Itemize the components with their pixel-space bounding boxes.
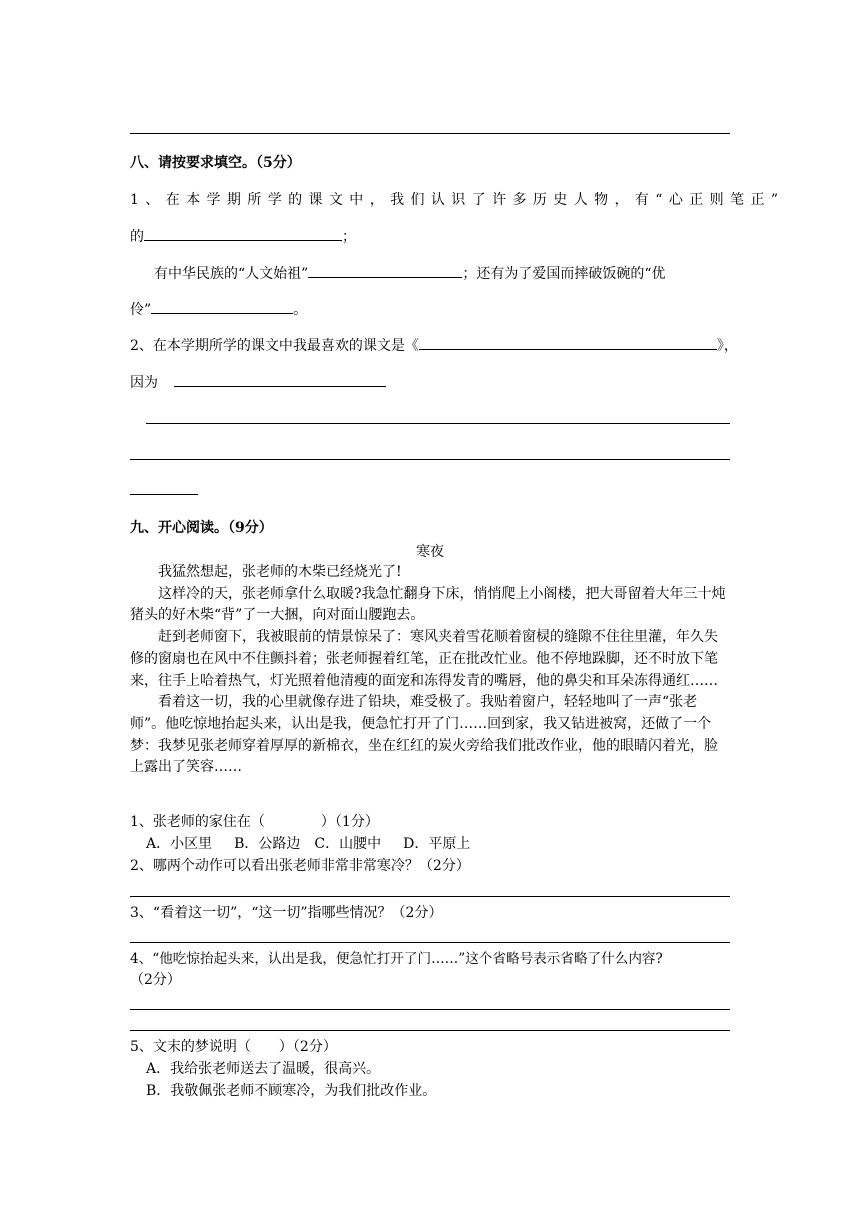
section8-q1-line3 [154, 263, 666, 284]
q2-suffix: 》， [716, 338, 738, 354]
q1-line4-suffix: 。 [293, 302, 308, 318]
section9-q4-line1: 4、“他吃惊抬起头来，认出是我，便急忙打开了门……”这个省略号表示省略了什么内容? [130, 951, 663, 967]
top-divider [130, 133, 730, 134]
section8-q1-line1: 1、在本学期所学的课文中，我们认识了许多历史人物，有“心正则笔正” [130, 192, 785, 208]
answer-blank[interactable] [174, 372, 386, 387]
section8-q2-line [130, 335, 738, 356]
passage-paragraph: 看着这一切，我的心里就像存进了铅块，难受极了。我贴着窗户，轻轻地叫了一声“张老师”。他吃惊地抬起头来，认出是我，便急忙打开了门……回到家，我又钻进被窝，还做了一个梦：我梦见张老师穿着厚厚的新棉衣，坐在红红的炭火旁给我们批改作业，他的眼睛闪着光，脸上露出了笑容…… [130, 694, 718, 776]
answer-blank[interactable] [144, 226, 342, 241]
option-b[interactable]: B．公路边 [234, 836, 301, 852]
section9-q2: 2、哪两个动作可以看出张老师非常非常寒冷？（2分） [130, 858, 470, 874]
section8-q1-line2 [130, 226, 356, 247]
answer-line[interactable] [130, 494, 198, 495]
section9-q4-line2: （2分） [130, 972, 181, 988]
because-label: 因为 [130, 375, 158, 391]
passage-body [130, 562, 730, 779]
section9-q1: 1、张老师的家住在（ ）（1分） [130, 814, 379, 830]
option-c[interactable]: C．山腰中 [314, 836, 382, 852]
option-d[interactable]: D．平原上 [403, 836, 471, 852]
section8-because-line [130, 372, 386, 393]
q1-line4-prefix: 伶” [130, 302, 152, 318]
passage-paragraph: 我猛然想起，张老师的木柴已经烧光了! [158, 564, 402, 580]
answer-line[interactable] [146, 423, 730, 424]
q1-line2-prefix: 的 [130, 229, 144, 245]
section9-q5: 5、文末的梦说明（ ）（2分） [130, 1039, 337, 1055]
q1-line3-prefix: 有中华民族的“人文始祖” [154, 266, 309, 282]
passage-paragraph: 这样冷的天，张老师拿什么取暖?我急忙翻身下床，悄悄爬上小阁楼，把大哥留着大年三十炖猪头的好木柴“背”了一大捆，向对面山腰跑去。 [130, 585, 726, 624]
section9-heading: 九、开心阅读。（9分） [130, 520, 273, 536]
section8-heading: 八、请按要求填空。（5分） [130, 155, 301, 171]
section8-q1-line4 [130, 299, 307, 320]
q2-prefix: 2、在本学期所学的课文中我最喜欢的课文是《 [130, 338, 419, 354]
option-a[interactable]: A．小区里 [146, 836, 213, 852]
section9-q5-option-a[interactable]: A．我给张老师送去了温暖，很高兴。 [146, 1061, 381, 1077]
answer-blank[interactable] [419, 335, 717, 350]
answer-line[interactable] [130, 896, 730, 897]
answer-line[interactable] [130, 1030, 730, 1031]
section9-q1-options [146, 834, 470, 854]
section9-q3: 3、“看着这一切”，“这一切”指哪些情况？（2分） [130, 905, 443, 921]
passage-paragraph: 赶到老师窗下，我被眼前的情景惊呆了：寒风夹着雪花顺着窗棂的缝隙不住往里灌，年久失修的窗扇也在风中不住颤抖着；张老师握着红笔，正在批改忙业。他不停地跺脚，还不时放下笔来，往手上哈着热气，灯光照着他清瘦的面宠和冻得发青的嘴唇，他的鼻尖和耳朵冻得通红…… [130, 629, 718, 689]
q1-line3-suffix: ；还有为了爱国而摔破饭碗的“优 [462, 266, 666, 282]
q1-line2-suffix: ； [342, 229, 356, 245]
answer-blank[interactable] [308, 263, 462, 278]
answer-line[interactable] [130, 1009, 730, 1010]
answer-line[interactable] [130, 942, 730, 943]
section9-q5-option-b[interactable]: B．我敬佩张老师不顾寒冷，为我们批改作业。 [146, 1083, 437, 1099]
answer-blank[interactable] [151, 299, 293, 314]
passage-title: 寒夜 [416, 544, 444, 560]
answer-line[interactable] [130, 459, 730, 460]
